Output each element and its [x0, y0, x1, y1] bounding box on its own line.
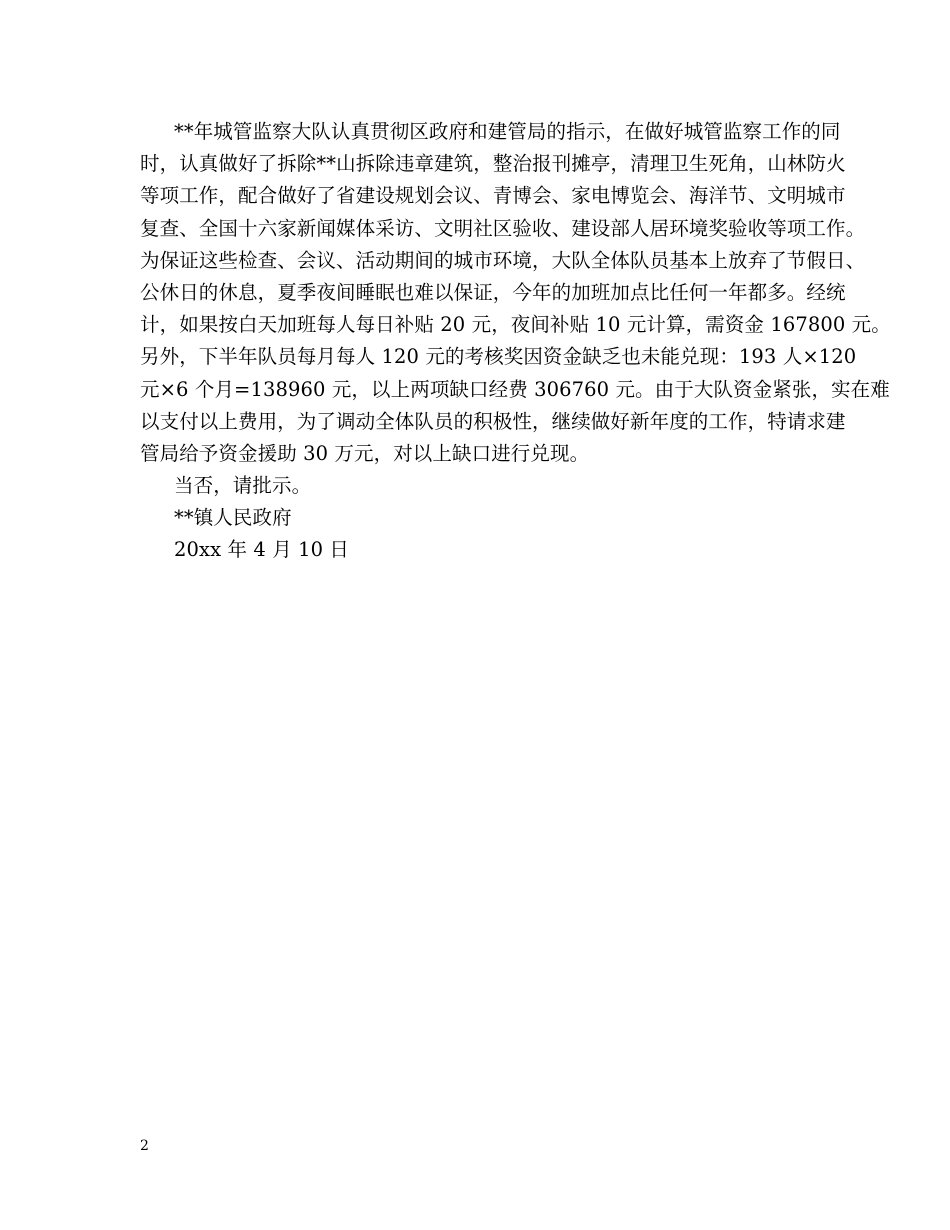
signature-line: **镇人民政府 — [174, 506, 292, 530]
paragraph-line: 等项工作，配合做好了省建设规划会议、青博会、家电博览会、海洋节、文明城市 — [140, 184, 846, 208]
paragraph-line: 复查、全国十六家新闻媒体采访、文明社区验收、建设部人居环境奖验收等项工作。 — [140, 216, 866, 240]
paragraph-line: 管局给予资金援助 30 万元，对以上缺口进行兑现。 — [140, 441, 590, 465]
paragraph-line: 时，认真做好了拆除**山拆除违章建筑，整治报刊摊亭，清理卫生死角，山林防火 — [140, 152, 846, 176]
paragraph-line: **年城管监察大队认真贯彻区政府和建管局的指示，在做好城管监察工作的同 — [174, 120, 841, 143]
document-body — [140, 116, 891, 567]
paragraph-line: 另外，下半年队员每月每人 120 元的考核奖因资金缺乏也未能兑现：193 人×120 — [140, 345, 857, 369]
closing-line: 当否，请批示。 — [174, 474, 312, 498]
page-number: 2 — [140, 1138, 149, 1154]
date-line: 20xx 年 4 月 10 日 — [174, 538, 350, 562]
paragraph-line: 公休日的休息，夏季夜间睡眠也难以保证，今年的加班加点比任何一年都多。经统 — [140, 280, 846, 304]
paragraph-line: 以支付以上费用，为了调动全体队员的积极性，继续做好新年度的工作，特请求建 — [140, 409, 846, 433]
paragraph-line: 为保证这些检查、会议、活动期间的城市环境，大队全体队员基本上放弃了节假日、 — [140, 248, 866, 272]
paragraph-line: 计，如果按白天加班每人每日补贴 20 元，夜间补贴 10 元计算，需资金 167800 元。 — [140, 313, 891, 337]
paragraph-line: 元×6 个月=138960 元，以上两项缺口经费 306760 元。由于大队资金紧张，实在难 — [140, 377, 890, 401]
